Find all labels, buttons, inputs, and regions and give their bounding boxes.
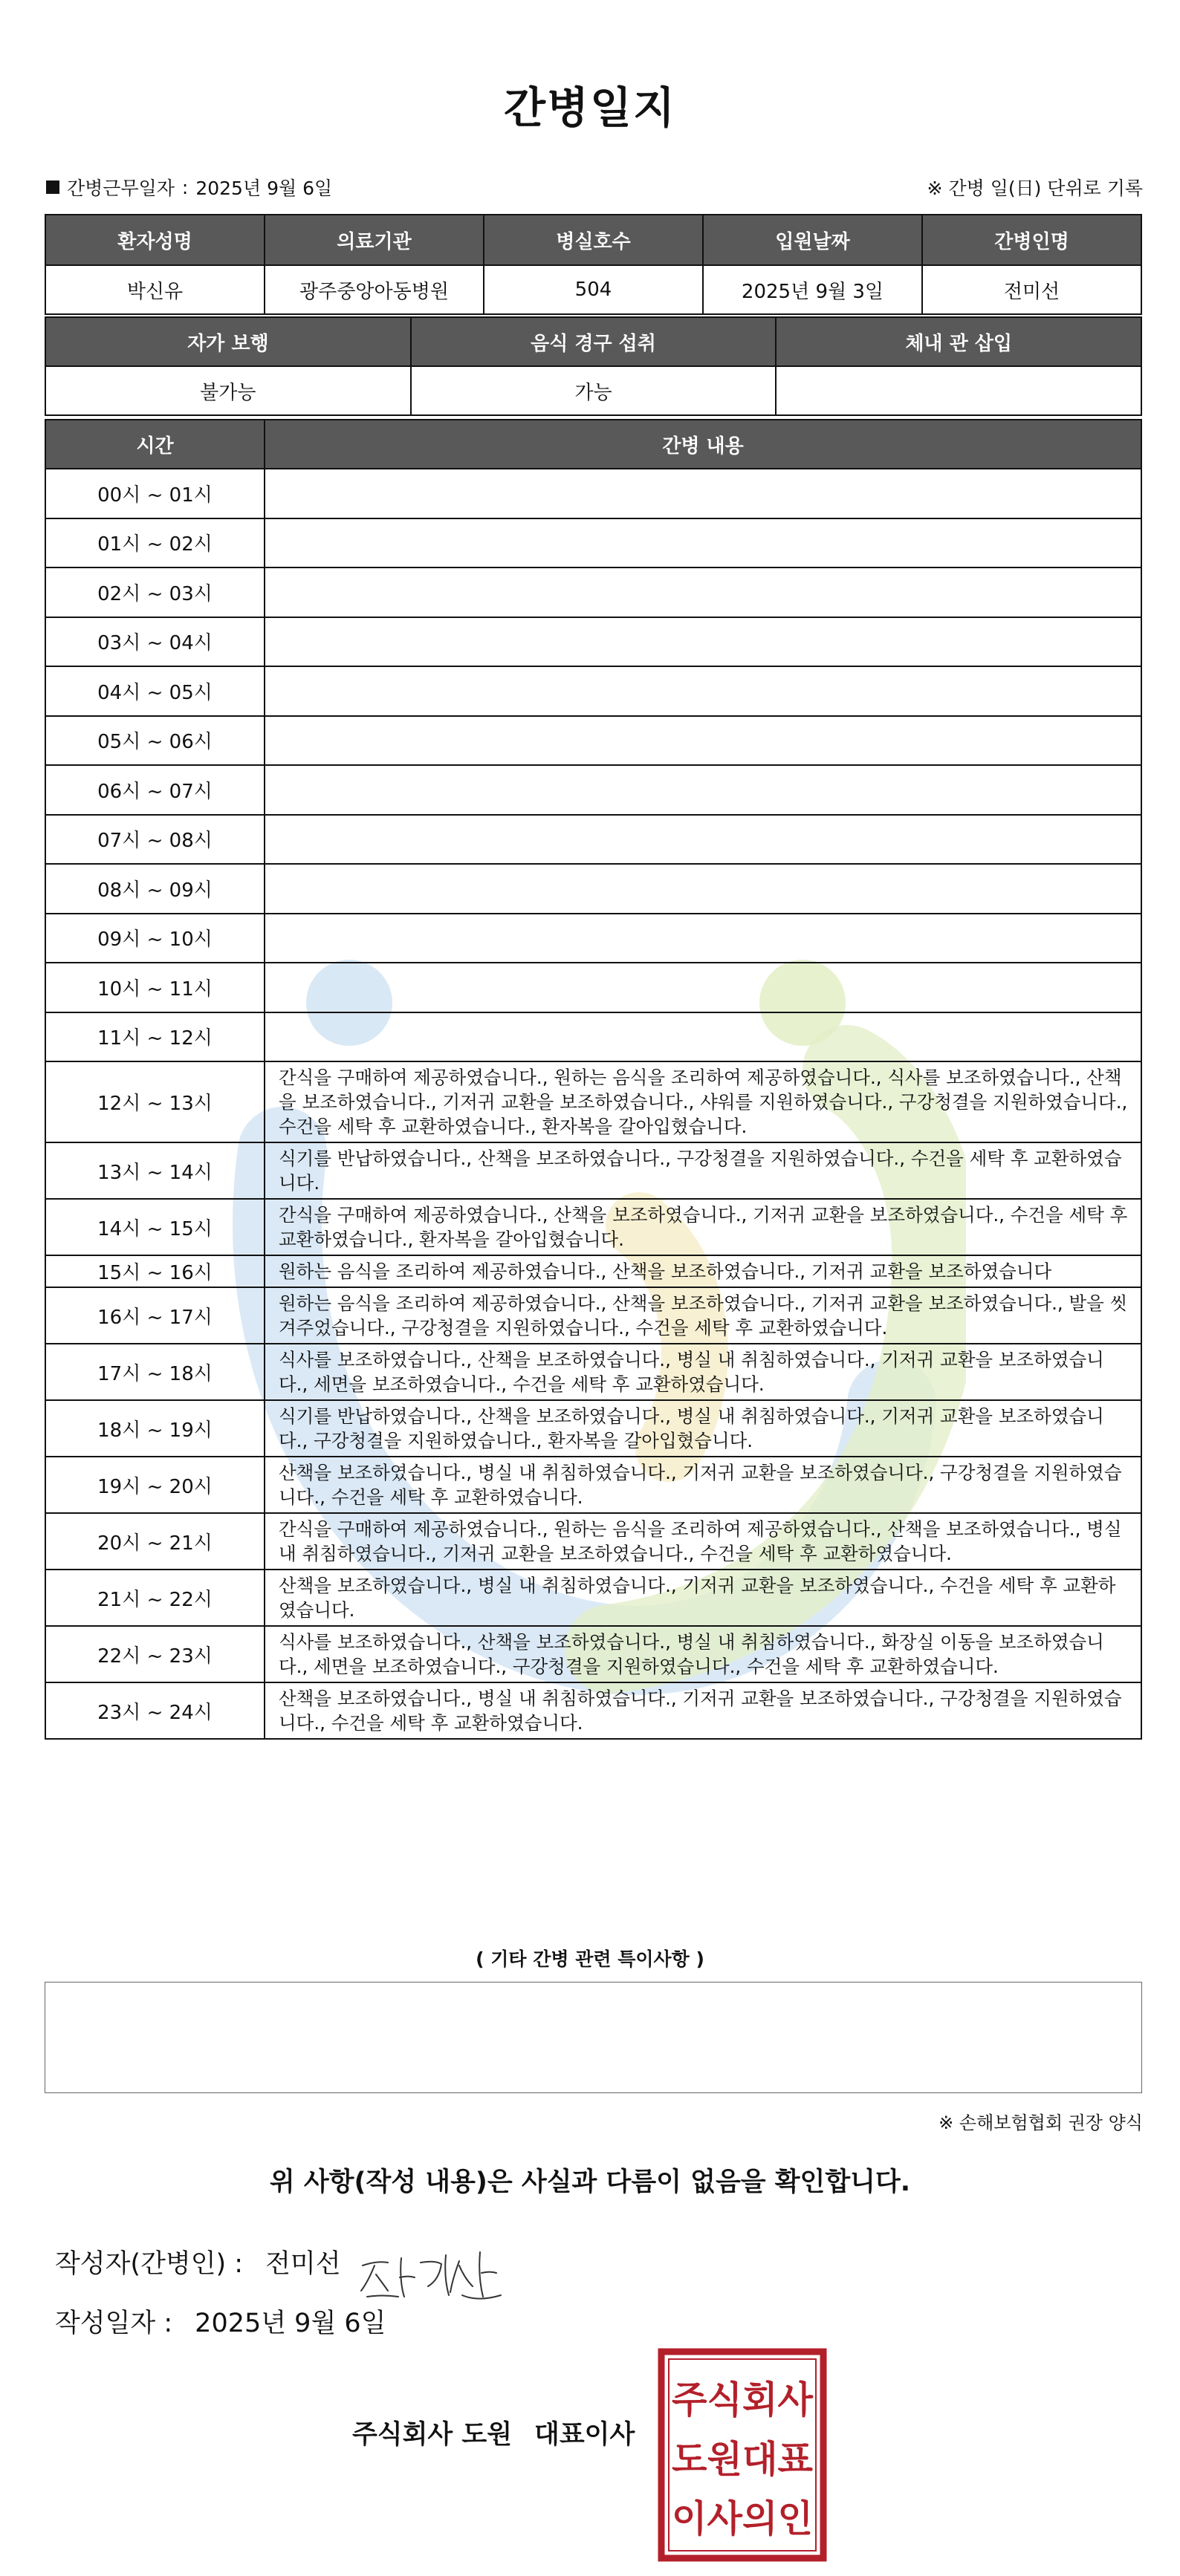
table-row xyxy=(45,617,1141,667)
time-slot: 16시 ~ 17시 xyxy=(45,1287,265,1344)
time-slot: 06시 ~ 07시 xyxy=(45,765,265,815)
admission-date: 2025년 9월 3일 xyxy=(703,265,922,314)
svg-text:도원대표: 도원대표 xyxy=(672,2438,814,2481)
work-date-label: 간병근무일자 xyxy=(67,178,175,199)
header-tube-insertion: 체내 관 삽입 xyxy=(776,317,1141,366)
care-log-body xyxy=(45,469,1141,1739)
table-row xyxy=(45,1400,1141,1457)
handwritten-signature xyxy=(355,2236,511,2303)
care-content: 산책을 보조하였습니다., 병실 내 취침하였습니다., 기저귀 교환을 보조하였습니다., 구강청결을 지원하였습니다., 수건을 세탁 후 교환하였습니다. xyxy=(265,1682,1141,1739)
header-oral-intake: 음식 경구 섭취 xyxy=(411,317,777,366)
time-slot: 11시 ~ 12시 xyxy=(45,1012,265,1062)
care-content xyxy=(265,1012,1141,1062)
table-row xyxy=(45,815,1141,865)
care-content xyxy=(265,518,1141,568)
writer-label: 작성자(간병인) : xyxy=(55,2249,244,2279)
care-content: 산책을 보조하였습니다., 병실 내 취침하였습니다., 기저귀 교환을 보조하였습니다., 구강청결을 지원하였습니다., 수건을 세탁 후 교환하였습니다. xyxy=(265,1457,1141,1513)
company-signature-line xyxy=(352,2414,635,2451)
work-date xyxy=(46,174,332,201)
time-slot: 14시 ~ 15시 xyxy=(45,1199,265,1255)
table-row xyxy=(45,1142,1141,1199)
header-care-content: 간병 내용 xyxy=(265,420,1141,469)
time-slot: 12시 ~ 13시 xyxy=(45,1061,265,1142)
work-date-separator: : xyxy=(181,176,189,198)
patient-name: 박신유 xyxy=(45,265,265,314)
page-title: 간병일지 xyxy=(503,82,677,133)
time-slot: 08시 ~ 09시 xyxy=(45,864,265,914)
patient-status-table xyxy=(45,316,1142,416)
table-row xyxy=(45,1513,1141,1570)
company-seal-stamp xyxy=(657,2347,828,2563)
work-date-value: 2025년 9월 6일 xyxy=(195,178,333,199)
form-source-note: ※ 손해보험협회 권장 양식 xyxy=(939,2112,1143,2133)
confirmation-statement: 위 사항(작성 내용)은 사실과 다름이 없음을 확인합니다. xyxy=(269,2167,911,2197)
header-hospital: 의료기관 xyxy=(265,215,484,265)
unit-note: ※ 간병 일(日) 단위로 기록 xyxy=(927,178,1143,199)
table-row xyxy=(45,914,1141,963)
time-slot: 13시 ~ 14시 xyxy=(45,1142,265,1199)
oral-intake-value: 가능 xyxy=(411,366,777,415)
time-slot: 15시 ~ 16시 xyxy=(45,1255,265,1287)
table-row xyxy=(45,1570,1141,1626)
time-slot: 01시 ~ 02시 xyxy=(45,518,265,568)
square-bullet-icon xyxy=(46,180,59,194)
care-content xyxy=(265,864,1141,914)
written-date-label: 작성일자 : xyxy=(55,2309,173,2338)
time-slot: 00시 ~ 01시 xyxy=(45,469,265,518)
table-row xyxy=(45,1255,1141,1287)
header-self-walking: 자가 보행 xyxy=(45,317,411,366)
time-slot: 17시 ~ 18시 xyxy=(45,1344,265,1400)
time-slot: 02시 ~ 03시 xyxy=(45,567,265,617)
care-content: 식사를 보조하였습니다., 산책을 보조하였습니다., 병실 내 취침하였습니다., 화장실 이동을 보조하였습니다., 세면을 보조하였습니다., 구강청결을 지원하였습니다., 수건을 세탁 후 교환하였습니다. xyxy=(265,1626,1141,1682)
care-content: 간식을 구매하여 제공하였습니다., 원하는 음식을 조리하여 제공하였습니다., 식사를 보조하였습니다., 산책을 보조하였습니다., 기저귀 교환을 보조하였습니다., 샤워를 지원하였습니다., 구강청결을 지원하였습니다., 수건을 세탁 후 교환하였습니다., 환자복을 갈아입혔습니다. xyxy=(265,1061,1141,1142)
table-row xyxy=(45,567,1141,617)
table-row xyxy=(45,963,1141,1012)
time-slot: 21시 ~ 22시 xyxy=(45,1570,265,1626)
care-content: 식사를 보조하였습니다., 산책을 보조하였습니다., 병실 내 취침하였습니다., 기저귀 교환을 보조하였습니다., 세면을 보조하였습니다., 수건을 세탁 후 교환하였습니다. xyxy=(265,1344,1141,1400)
table-row xyxy=(45,1061,1141,1142)
table-row xyxy=(45,1457,1141,1513)
time-slot: 18시 ~ 19시 xyxy=(45,1400,265,1457)
hospital-name: 광주중앙아동병원 xyxy=(265,265,484,314)
table-row xyxy=(45,765,1141,815)
care-content: 간식을 구매하여 제공하였습니다., 원하는 음식을 조리하여 제공하였습니다., 산책을 보조하였습니다., 병실 내 취침하였습니다., 기저귀 교환을 보조하였습니다., 수건을 세탁 후 교환하였습니다. xyxy=(265,1513,1141,1570)
care-content: 간식을 구매하여 제공하였습니다., 산책을 보조하였습니다., 기저귀 교환을 보조하였습니다., 수건을 세탁 후 교환하였습니다., 환자복을 갈아입혔습니다. xyxy=(265,1199,1141,1255)
table-row xyxy=(45,1344,1141,1400)
header-admission-date: 입원날짜 xyxy=(703,215,922,265)
care-content xyxy=(265,914,1141,963)
header-caregiver: 간병인명 xyxy=(922,215,1141,265)
written-date-row xyxy=(55,2303,386,2340)
table-row xyxy=(45,469,1141,518)
care-content: 원하는 음식을 조리하여 제공하였습니다., 산책을 보조하였습니다., 기저귀 교환을 보조하였습니다 xyxy=(265,1255,1141,1287)
meta-row xyxy=(46,172,1143,202)
time-slot: 07시 ~ 08시 xyxy=(45,815,265,865)
writer-name: 전미선 xyxy=(265,2249,341,2279)
company-title: 대표이사 xyxy=(534,2420,635,2450)
time-slot: 23시 ~ 24시 xyxy=(45,1682,265,1739)
care-content xyxy=(265,963,1141,1012)
tube-insertion-value xyxy=(776,366,1141,415)
room-number: 504 xyxy=(484,265,703,314)
care-content: 식기를 반납하였습니다., 산책을 보조하였습니다., 병실 내 취침하였습니다., 기저귀 교환을 보조하였습니다., 구강청결을 지원하였습니다., 환자복을 갈아입혔습니다. xyxy=(265,1400,1141,1457)
care-content xyxy=(265,716,1141,766)
table-row xyxy=(45,1287,1141,1344)
care-content xyxy=(265,567,1141,617)
table-row xyxy=(45,1626,1141,1682)
table-row xyxy=(45,1012,1141,1062)
written-date-value: 2025년 9월 6일 xyxy=(195,2309,386,2338)
table-row xyxy=(45,1199,1141,1255)
time-slot: 19시 ~ 20시 xyxy=(45,1457,265,1513)
self-walking-value: 불가능 xyxy=(45,366,411,415)
table-row xyxy=(45,1682,1141,1739)
company-name: 주식회사 도원 xyxy=(352,2420,513,2450)
header-time: 시간 xyxy=(45,420,265,469)
care-content xyxy=(265,666,1141,716)
svg-text:이사의인: 이사의인 xyxy=(672,2497,813,2540)
writer-row xyxy=(55,2243,341,2280)
svg-text:주식회사: 주식회사 xyxy=(672,2378,814,2421)
care-content: 산책을 보조하였습니다., 병실 내 취침하였습니다., 기저귀 교환을 보조하였습니다., 수건을 세탁 후 교환하였습니다. xyxy=(265,1570,1141,1626)
table-row xyxy=(45,518,1141,568)
header-patient-name: 환자성명 xyxy=(45,215,265,265)
time-slot: 05시 ~ 06시 xyxy=(45,716,265,766)
table-row xyxy=(45,716,1141,766)
care-content xyxy=(265,815,1141,865)
care-content xyxy=(265,617,1141,667)
remarks-title: ( 기타 간병 관련 특이사항 ) xyxy=(476,1948,704,1970)
caregiver-name: 전미선 xyxy=(922,265,1141,314)
time-slot: 10시 ~ 11시 xyxy=(45,963,265,1012)
time-slot: 03시 ~ 04시 xyxy=(45,617,265,667)
time-slot: 20시 ~ 21시 xyxy=(45,1513,265,1570)
care-content: 원하는 음식을 조리하여 제공하였습니다., 산책을 보조하였습니다., 기저귀 교환을 보조하였습니다., 발을 씻겨주었습니다., 구강청결을 지원하였습니다., 수건을 세탁 후 교환하였습니다. xyxy=(265,1287,1141,1344)
time-slot: 04시 ~ 05시 xyxy=(45,666,265,716)
table-row xyxy=(45,666,1141,716)
header-room: 병실호수 xyxy=(484,215,703,265)
time-slot: 22시 ~ 23시 xyxy=(45,1626,265,1682)
care-content xyxy=(265,469,1141,518)
patient-info-table xyxy=(45,214,1142,315)
care-log-table xyxy=(45,419,1142,1740)
care-content xyxy=(265,765,1141,815)
table-row xyxy=(45,864,1141,914)
care-content: 식기를 반납하였습니다., 산책을 보조하였습니다., 구강청결을 지원하였습니다., 수건을 세탁 후 교환하였습니다. xyxy=(265,1142,1141,1199)
remarks-box xyxy=(45,1982,1142,2093)
time-slot: 09시 ~ 10시 xyxy=(45,914,265,963)
